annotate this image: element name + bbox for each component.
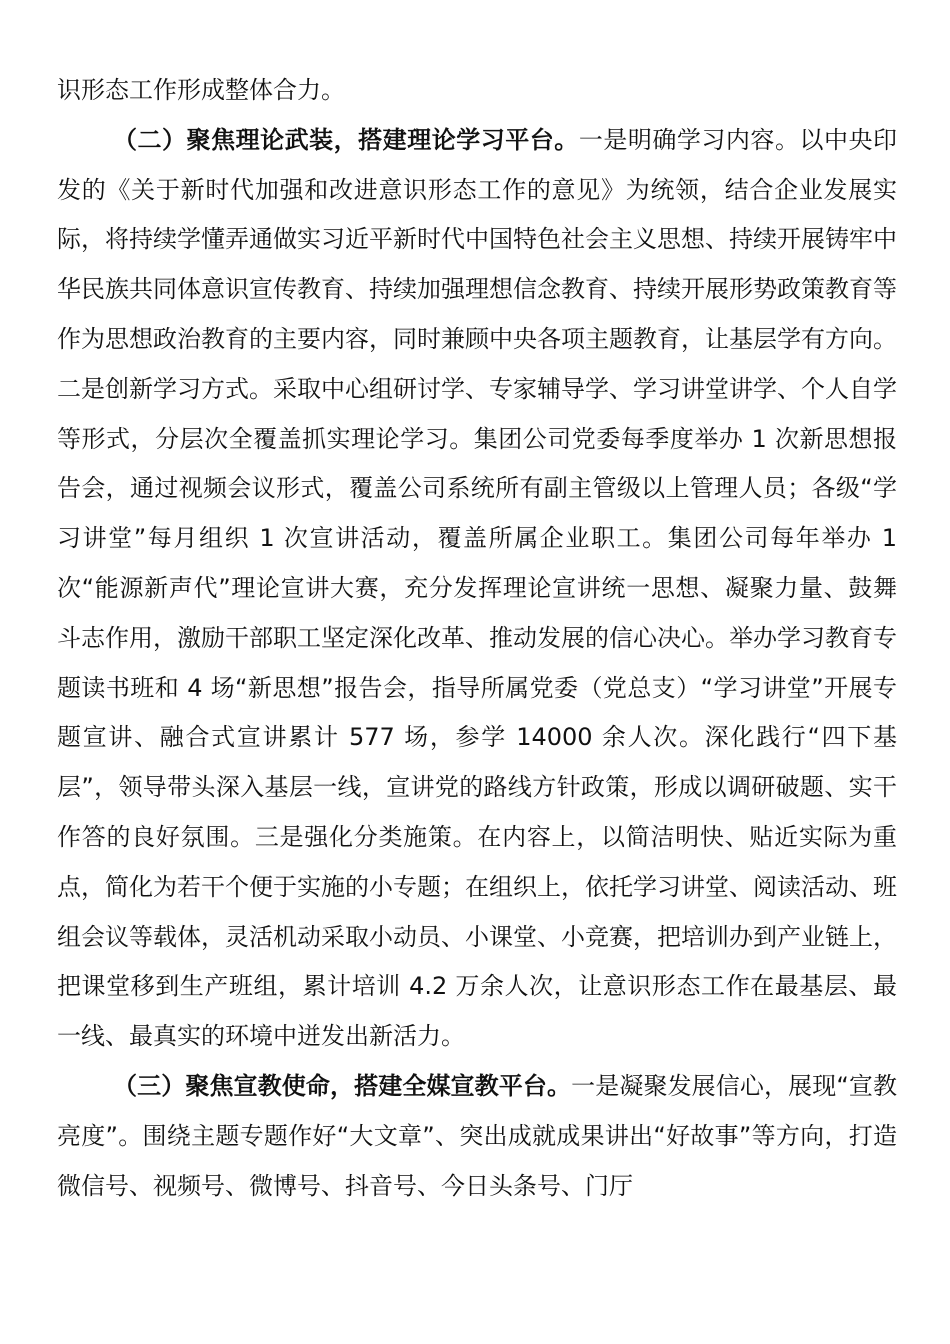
paragraph-text: 识形态工作形成整体合力。: [57, 76, 345, 104]
section-heading: （二）聚焦理论武装，搭建理论学习平台。: [113, 125, 579, 154]
paragraph-continuation: [57, 66, 897, 116]
paragraph-text: 一是明确学习内容。以中央印发的《关于新时代加强和改进意识形态工作的意见》为统领，结合企业发展实际，将持续学懂弄通做实习近平新时代中国特色社会主义思想、持续开展铸牢中华民族共同体意识宣传教育、持续加强理想信念教育、持续开展形势政策教育等作为思想政治教育的主要内容，同时兼顾中央各项主题教育，让基层学有方向。二是创新学习方式。采取中心组研讨学、专家辅导学、学习讲堂讲学、个人自学等形式，分层次全覆盖抓实理论学习。集团公司党委每季度举办 1 次新思想报告会，通过视频会议形式，覆盖公司系统所有副主管级以上管理人员；各级“学习讲堂”每月组织 1 次宣讲活动，覆盖所属企业职工。集团公司每年举办 1 次“能源新声代”理论宣讲大赛，充分发挥理论宣讲统一思想、凝聚力量、鼓舞斗志作用，激励干部职工坚定深化改革、推动发展的信心决心。举办学习教育专题读书班和 4 场“新思想”报告会，指导所属党委（党总支）“学习讲堂”开展专题宣讲、融合式宣讲累计 577 场，参学 14000 余人次。深化践行“四下基层”，领导带头深入基层一线，宣讲党的路线方针政策，形成以调研破题、实干作答的良好氛围。三是强化分类施策。在内容上，以简洁明快、贴近实际为重点，简化为若干个便于实施的小专题；在组织上，依托学习讲堂、阅读活动、班组会议等载体，灵活机动采取小动员、小课堂、小竞赛，把培训办到产业链上，把课堂移到生产班组，累计培训 4.2 万余人次，让意识形态工作在最基层、最一线、最真实的环境中迸发出新活力。: [57, 125, 898, 1051]
paragraph-section-2: [57, 116, 897, 1062]
document-page: [57, 66, 897, 1211]
paragraph-text: 一是凝聚发展信心，展现“宣教亮度”。围绕主题专题作好“大文章”、突出成就成果讲出“好故事”等方向，打造微信号、视频号、微博号、抖音号、今日头条号、门厅: [57, 1071, 898, 1200]
paragraph-section-3: [57, 1062, 897, 1211]
section-heading: （三）聚焦宣教使命，搭建全媒宣教平台。: [113, 1071, 572, 1100]
